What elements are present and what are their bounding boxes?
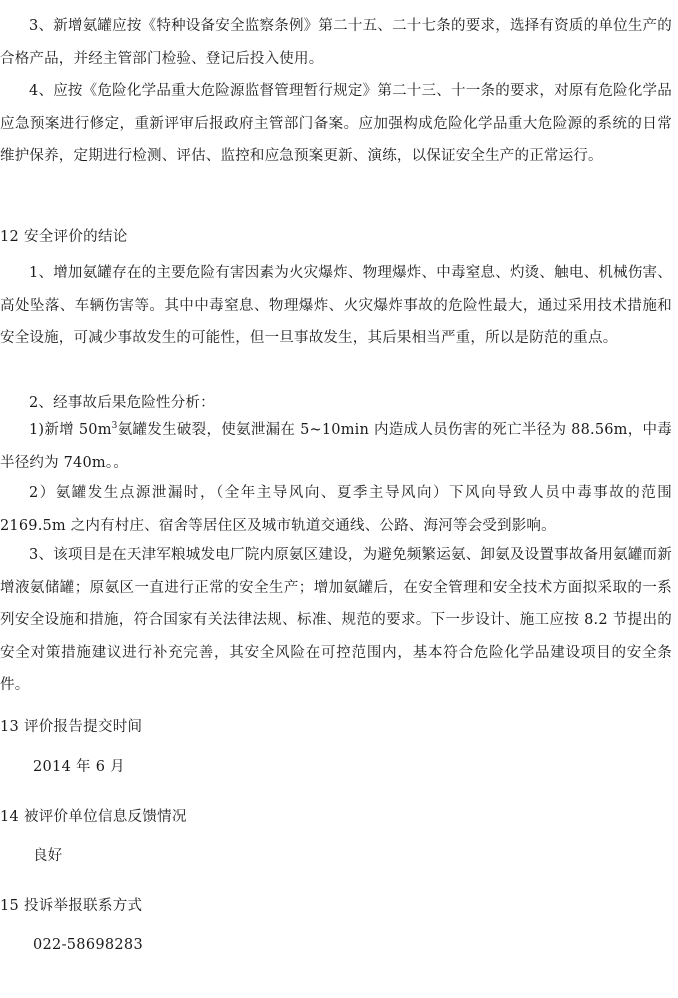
conclusion-paragraph-5: 3、该项目是在天津军粮城发电厂院内原氨区建设，为避免频繁运氨、卸氨及设置事故备用氨罐而新增液氨储罐；原氨区一直进行正常的安全生产；增加氨罐后，在安全管理和安全技术方面拟采取的一系列安全设施和措施，符合国家有关法律法规、标准、规范的要求。下一步设计、施工应按 8.2 节提出的安全对策措施建议进行补充完善，其安全风险在可控范围内，基本符合危险化学品建设项目的安全条件。 xyxy=(0,547,672,693)
p3-after-text: 氨罐发生破裂，使氨泄漏在 5~10min 内造成人员伤害的死亡半径为 88.56m，中毒半径约为 740m。。 xyxy=(0,422,673,471)
conclusion-paragraph-4: 2）氨罐发生点源泄漏时，（全年主导风向、夏季主导风向）下风向导致人员中毒事故的范围 2169.5m 之内有村庄、宿舍等居住区及城市轨道交通线、公路、海河等会受到影响。 xyxy=(0,485,672,534)
section-14-heading: 14 被评价单位信息反馈情况 xyxy=(0,809,187,825)
complaint-phone: 022-58698283 xyxy=(33,937,143,953)
item-4-paragraph: 4、应按《危险化学品重大危险源监督管理暂行规定》第二十三、十一条的要求，对原有危险化学品应急预案进行修定，重新评审后报政府主管部门备案。应加强构成危险化学品重大危险源的系统的日常维护保养，定期进行检测、评估、监控和应急预案更新、演练，以保证安全生产的正常运行。 xyxy=(0,83,672,164)
conclusion-paragraph-2: 2、经事故后果危险性分析： xyxy=(29,395,215,411)
item-3-paragraph: 3、新增氨罐应按《特种设备安全监察条例》第二十五、二十七条的要求，选择有资质的单位生产的合格产品，并经主管部门检验、登记后投入使用。 xyxy=(0,18,672,67)
submission-date: 2014 年 6 月 xyxy=(33,759,125,775)
section-13-heading: 13 评价报告提交时间 xyxy=(0,719,143,735)
p3-before-text: 1)新增 50m xyxy=(29,422,112,438)
conclusion-paragraph-1: 1、增加氨罐存在的主要危险有害因素为火灾爆炸、物理爆炸、中毒窒息、灼烫、触电、机械伤害、高处坠落、车辆伤害等。其中中毒窒息、物理爆炸、火灾爆炸事故的危险性最大，通过采用技术措施和安全设施，可减少事故发生的可能性，但一旦事故发生，其后果相当严重，所以是防范的重点。 xyxy=(0,265,672,346)
feedback-status: 良好 xyxy=(33,848,63,864)
section-12-heading: 12 安全评价的结论 xyxy=(0,229,128,245)
cubic-superscript: 3 xyxy=(111,421,118,431)
conclusion-paragraph-3 xyxy=(0,414,672,479)
section-15-heading: 15 投诉举报联系方式 xyxy=(0,898,143,914)
